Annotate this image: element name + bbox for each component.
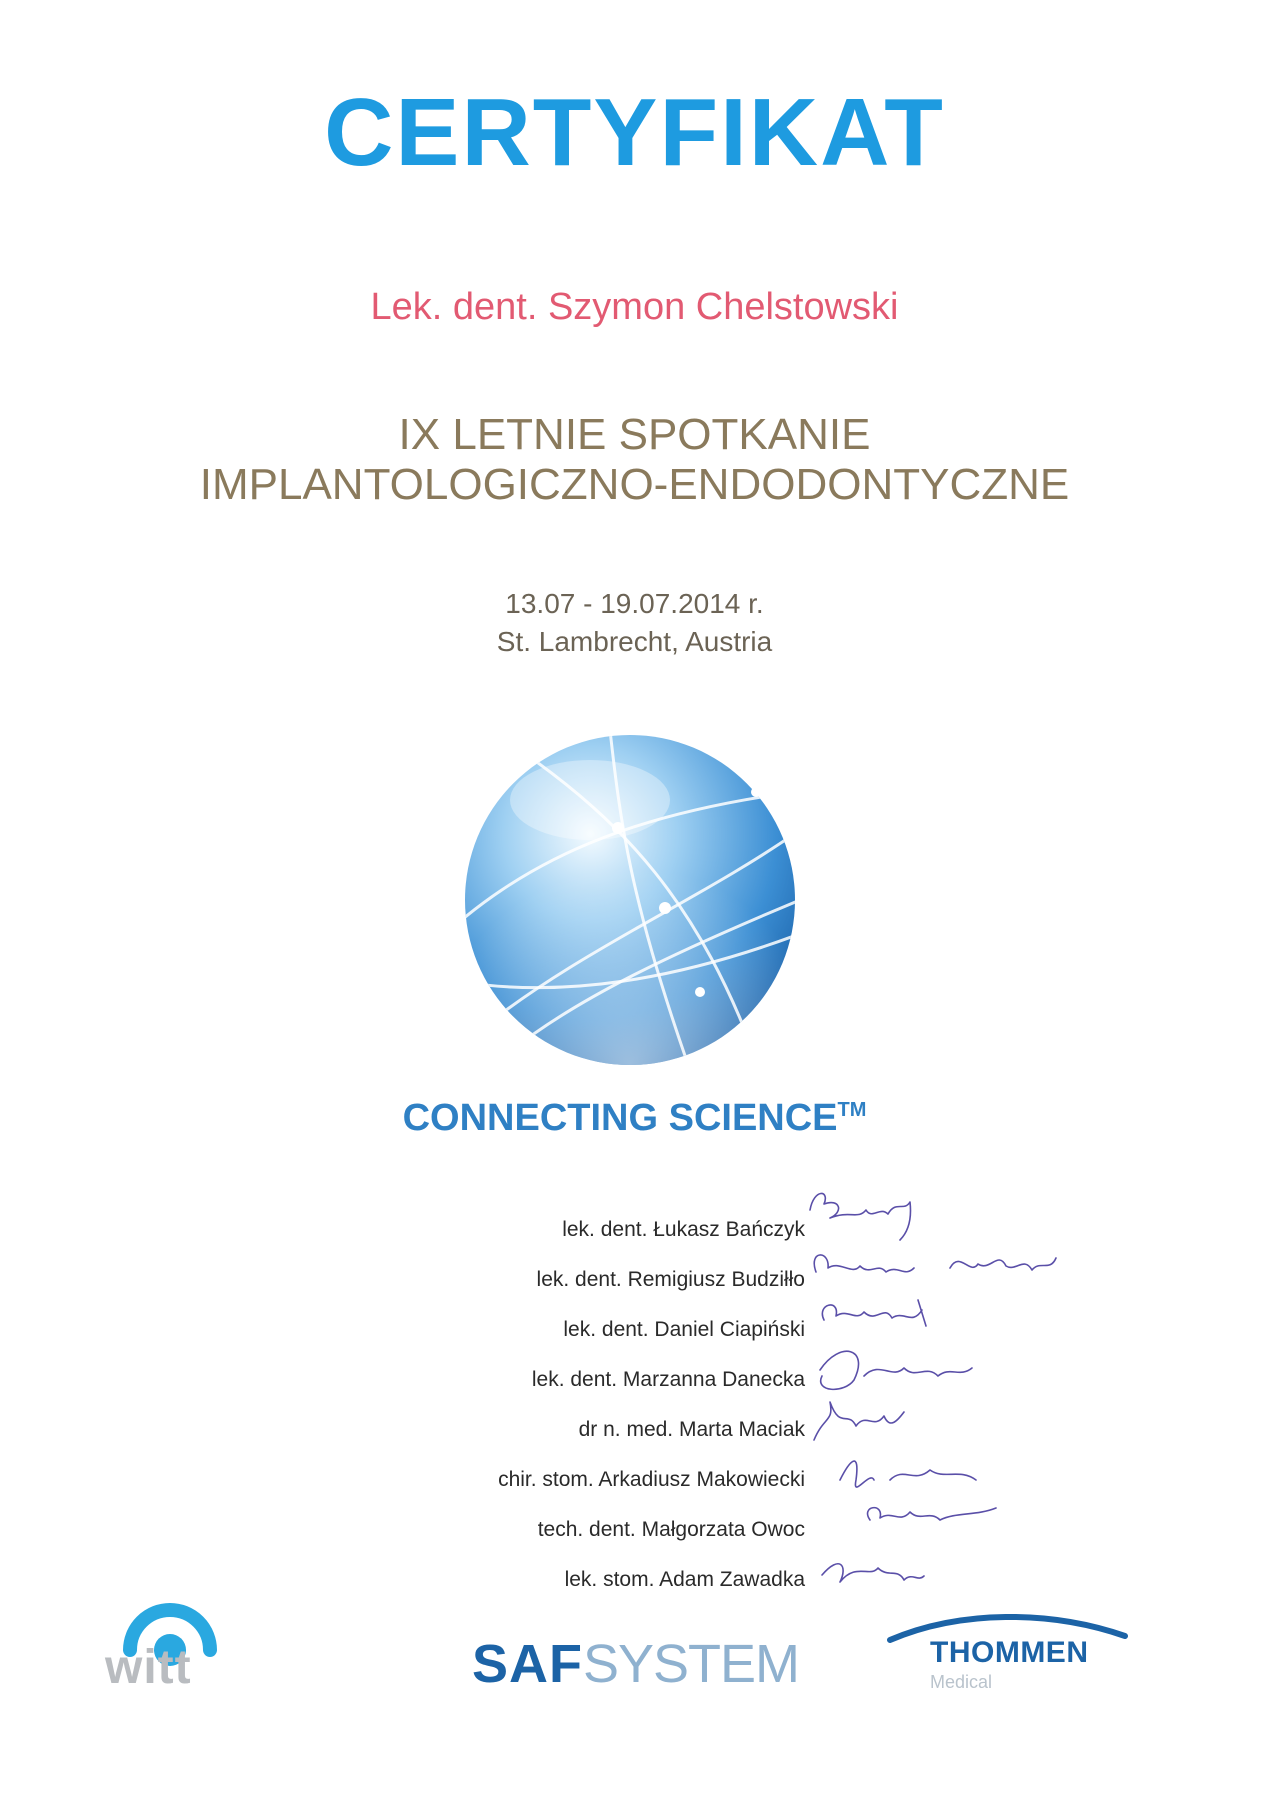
handwritten-signatures (800, 1180, 1140, 1600)
thommen-subtitle: Medical (930, 1672, 993, 1692)
faculty-member: lek. dent. Daniel Ciapiński (563, 1318, 805, 1341)
system-wordmark: SYSTEM (583, 1634, 800, 1694)
faculty-member: lek. dent. Łukasz Bańczyk (562, 1218, 805, 1241)
certificate-title: CERTYFIKAT (324, 79, 945, 186)
saf-wordmark: SAF (472, 1634, 583, 1694)
slogan-text: CONNECTING SCIENCE (402, 1097, 838, 1139)
signature-3 (822, 1300, 926, 1326)
signature-2 (814, 1255, 1056, 1272)
signature-8 (822, 1564, 924, 1582)
faculty-member: lek. dent. Remigiusz Budziłło (536, 1268, 805, 1291)
signature-7 (868, 1508, 996, 1520)
faculty-member: lek. stom. Adam Zawadka (564, 1568, 805, 1591)
faculty-list (380, 1205, 805, 1605)
faculty-member: chir. stom. Arkadiusz Makowiecki (498, 1468, 805, 1491)
recipient-name: Lek. dent. Szymon Chelstowski (370, 286, 899, 328)
faculty-member: dr n. med. Marta Maciak (578, 1418, 805, 1441)
faculty-member: tech. dent. Małgorzata Owoc (537, 1518, 805, 1541)
event-dates: 13.07 - 19.07.2014 r. (505, 588, 764, 619)
witt-wordmark: witt (105, 1641, 192, 1694)
signature-5 (814, 1402, 904, 1440)
signature-4 (820, 1351, 972, 1389)
signature-1 (810, 1193, 911, 1240)
thommen-wordmark: THOMMEN (930, 1636, 1089, 1669)
event-details (0, 585, 1269, 661)
slogan (0, 1085, 1269, 1143)
saf-system-logo (472, 1633, 799, 1695)
event-location: St. Lambrecht, Austria (496, 626, 773, 657)
faculty-member: lek. dent. Marzanna Danecka (531, 1368, 805, 1391)
event-title-line-2: IMPLANTOLOGICZNO-ENDODONTYCZNE (199, 460, 1070, 509)
event-title (0, 410, 1269, 510)
globe-logo (460, 730, 800, 1070)
trademark-mark: TM (837, 1099, 867, 1121)
signature-6 (840, 1461, 976, 1487)
event-title-line-1: IX LETNIE SPOTKANIE (398, 410, 871, 459)
